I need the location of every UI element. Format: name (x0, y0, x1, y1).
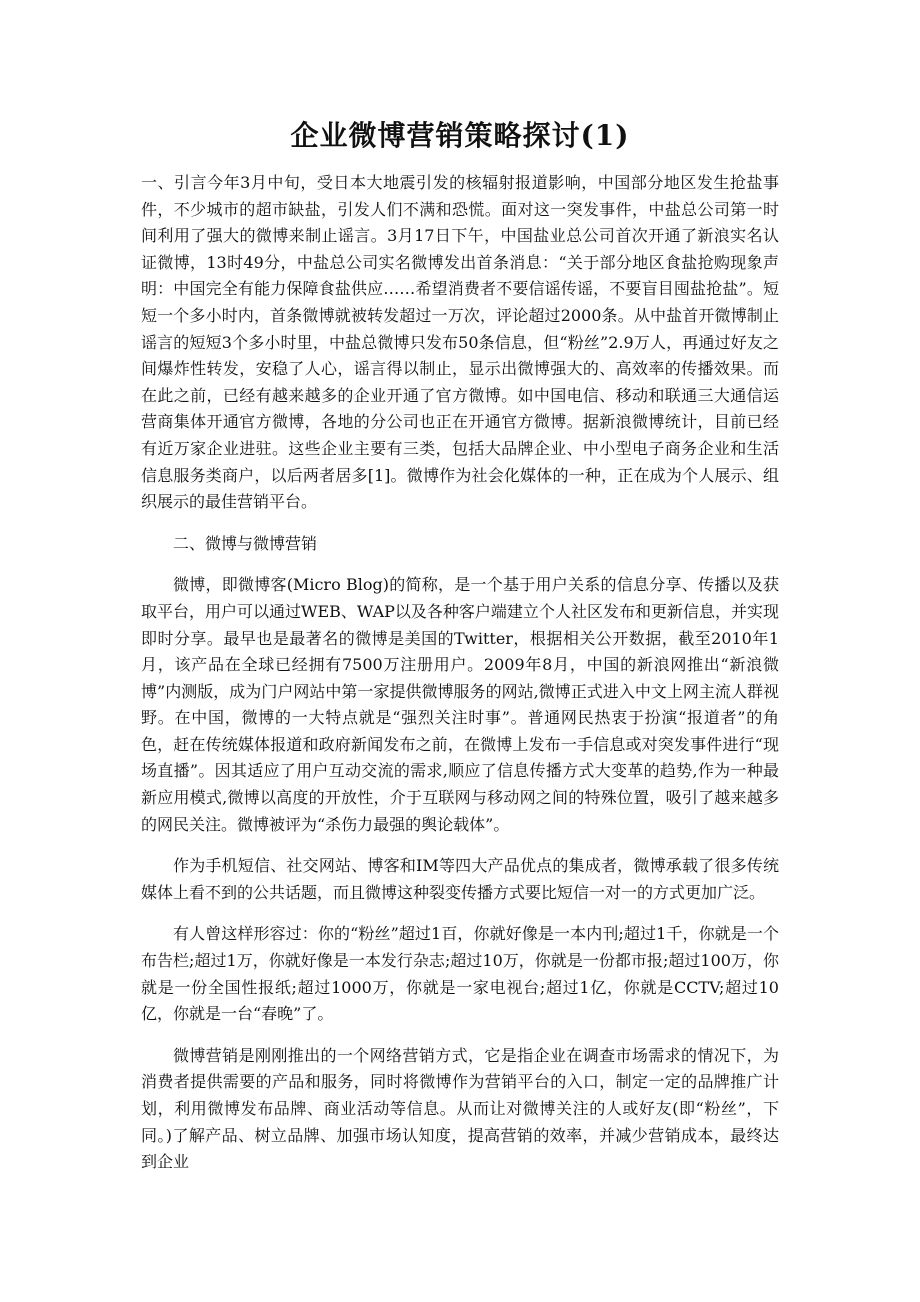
paragraph-weibo-marketing-definition: 微博营销是刚刚推出的一个网络营销方式，它是指企业在调查市场需求的情况下，为消费者提供需要的产品和服务，同时将微博作为营销平台的入口，制定一定的品牌推广计划，利用微博发布品牌、商业活动等信息。从而让对微博关注的人或好友(即“粉丝”，下同。)了解产品、树立品牌、加强市场认知度，提高营销的效率，并减少营销成本，最终达到企业 (141, 1045, 779, 1172)
paragraph-weibo-integration: 作为手机短信、社交网站、博客和IM等四大产品优点的集成者，微博承载了很多传统媒体上看不到的公共话题，而且微博这种裂变传播方式要比短信一对一的方式更加广泛。 (141, 856, 779, 902)
section-heading-weibo-marketing: 二、微博与微博营销 (173, 533, 318, 553)
paragraph-introduction: 一、引言今年3月中旬，受日本大地震引发的核辐射报道影响，中国部分地区发生抢盐事件，不少城市的超市缺盐，引发人们不满和恐慌。面对这一突发事件，中盐总公司第一时间利用了强大的微博来制止谣言。3月17日下午，中国盐业总公司首次开通了新浪实名认证微博，13时49分，中盐总公司实名微博发出首条消息：“关于部分地区食盐抢购现象声明：中国完全有能力保障食盐供应……希望消费者不要信谣传谣，不要盲目囤盐抢盐”。短短一个多小时内，首条微博就被转发超过一万次，评论超过2000条。从中盐首开微博制止谣言的短短3个多小时里，中盐总微博只发布50条信息，但“粉丝”2.9万人，再通过好友之间爆炸性转发，安稳了人心，谣言得以制止，显示出微博强大的、高效率的传播效果。而在此之前，已经有越来越多的企业开通了官方微博。如中国电信、移动和联通三大通信运营商集体开通官方微博，各地的分公司也正在开通官方微博。据新浪微博统计，目前已经有近万家企业进驻。这些企业主要有三类，包括大品牌企业、中小型电子商务企业和生活信息服务类商户，以后两者居多[1]。微博作为社会化媒体的一种，正在成为个人展示、组织展示的最佳营销平台。 (141, 173, 779, 512)
paragraph-fans-analogy: 有人曾这样形容过：你的“粉丝”超过1百，你就好像是一本内刊;超过1千，你就是一个布告栏;超过1万，你就好像是一本发行杂志;超过10万，你就是一份都市报;超过100万，你就是一份全国性报纸;超过1000万，你就是一家电视台;超过1亿，你就是CCTV;超过10亿，你就是一台“春晚”了。 (141, 924, 779, 1024)
document-title: 企业微博营销策略探讨(1) (290, 119, 630, 152)
paragraph-weibo-definition: 微博，即微博客(Micro Blog)的简称，是一个基于用户关系的信息分享、传播以及获取平台，用户可以通过WEB、WAP以及各种客户端建立个人社区发布和更新信息，并实现即时分享。最早也是最著名的微博是美国的Twitter，根据相关公开数据，截至2010年1月，该产品在全球已经拥有7500万注册用户。2009年8月，中国的新浪网推出“新浪微博”内测版，成为门户网站中第一家提供微博服务的网站,微博正式进入中文上网主流人群视野。在中国，微博的一大特点就是“强烈关注时事”。普通网民热衷于扮演“报道者”的角色，赶在传统媒体报道和政府新闻发布之前，在微博上发布一手信息或对突发事件进行“现场直播”。因其适应了用户互动交流的需求,顺应了信息传播方式大变革的趋势,作为一种最新应用模式,微博以高度的开放性，介于互联网与移动网之间的特殊位置，吸引了越来越多的网民关注。微博被评为“杀伤力最强的舆论载体”。 (141, 575, 779, 834)
document-body (141, 170, 779, 1176)
